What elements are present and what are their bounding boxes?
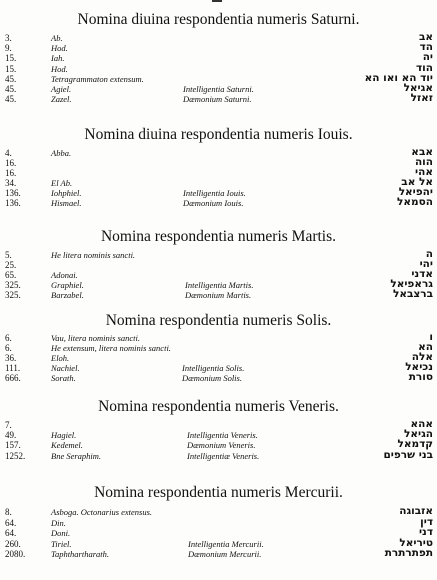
row-hebrew: דין [420,515,433,528]
row-hebrew: אדני [411,268,433,280]
row-number: 36. [5,353,17,363]
row-name: Zazel. [51,94,72,105]
table-row [0,158,437,168]
row-name: Kedemel. [51,440,83,451]
row-note: Intelligentia Mercurii. [188,538,264,549]
row-hebrew: הגיאל [404,428,433,441]
row-name: He extensum, litera nominis sancti. [51,343,171,353]
row-number: 6. [5,343,12,353]
row-hebrew: אל אב [401,176,433,188]
table-row [0,440,437,450]
page-top-mark [212,0,222,2]
row-number: 64. [5,528,17,539]
section-heading: Nomina respondentia numeris Mercurii. [94,484,343,501]
row-number: 325. [5,280,21,290]
row-note: Intelligentia Iouis. [183,188,246,198]
row-name: Bne Seraphim. [51,450,102,461]
row-name: Tetragrammaton extensum. [51,73,144,84]
row-number: 325. [5,290,21,300]
row-name: Hismael. [51,198,82,208]
row-hebrew: גראפיאל [390,278,433,290]
row-hebrew: יהפיאל [398,186,433,198]
row-number: 6. [5,333,12,343]
table-row [0,333,437,343]
row-number: 157. [5,440,21,451]
row-name: Agiel. [51,84,72,94]
row-hebrew: נכיאל [405,361,433,373]
row-name: El Ab. [51,178,73,188]
table-row [0,515,437,528]
section-heading: Nomina respondentia numeris Veneris. [98,398,339,415]
row-number: 45. [5,73,17,84]
row-number: 8. [5,507,12,517]
row-hebrew: ו [429,331,433,343]
row-number: 16. [5,158,17,168]
row-number: 5. [5,250,12,260]
table-row [0,363,437,373]
row-hebrew: אב [418,31,433,43]
row-number: 2080. [5,549,26,560]
row-number: 49. [5,430,17,441]
row-number: 15. [5,63,17,74]
row-hebrew: הסמאל [397,196,433,208]
row-hebrew: דני [418,526,433,539]
table-row [0,290,437,300]
row-name: Iah. [51,53,65,64]
row-number: 65. [5,270,17,280]
row-name: Doni. [51,528,71,539]
row-note: Dæmonium Solis. [182,373,242,383]
row-hebrew: אבא [411,146,433,158]
row-hebrew: אזבוגה [399,505,433,517]
table-row [0,507,437,517]
row-note: Dæmonium Mercurii. [188,549,262,560]
row-name: Adonai. [51,270,78,280]
row-name: Nachiel. [51,363,80,373]
row-hebrew: קדמאל [397,438,433,451]
row-note: Dæmonium Iouis. [183,198,244,208]
row-hebrew: אלה [411,351,433,363]
section-heading: Nomina respondentia numeris Martis. [100,228,337,245]
row-number: 260. [5,538,21,549]
row-number: 136. [5,198,21,208]
row-number: 7. [5,420,12,430]
table-row [0,178,437,188]
table-row [0,71,437,84]
row-number: 15. [5,53,17,64]
row-note: Intelligentiæ Veneris. [187,450,260,461]
table-row [0,373,437,383]
table-row [0,33,437,43]
table-row [0,343,437,353]
row-hebrew: הוד [416,61,433,74]
table-row [0,43,437,53]
section-heading: Nomina diuina respondentia numeris Saturni. [77,11,360,28]
row-note: Dæmonium Veneris. [187,440,256,451]
table-row [0,188,437,198]
table-row [0,94,437,104]
row-name: Eloh. [51,353,70,363]
table-row [0,528,437,538]
row-number: 16. [5,168,17,178]
row-number: 9. [5,43,12,54]
row-name: Hod. [51,43,68,54]
row-name: Ab. [51,33,63,43]
table-row [0,168,437,178]
row-hebrew: אהא [410,418,433,430]
row-hebrew: ברצבאל [393,288,433,300]
row-number: 111. [5,363,21,373]
row-note: Dæmonium Martis. [185,290,252,300]
row-hebrew: הוה [414,156,433,168]
row-number: 1252. [5,450,26,461]
row-name: Asboga. Octonarius extensus. [51,507,153,517]
section-heading: Nomina diuina respondentia numeris Iouis. [84,126,353,143]
row-number: 666. [5,373,21,383]
row-hebrew: תפתרתרת [384,547,433,560]
table-row [0,430,437,440]
row-number: 4. [5,148,12,158]
row-note: Dæmonium Saturni. [183,94,252,105]
row-name: Vau, litera nominis sancti. [51,333,141,343]
row-number: 45. [5,94,17,105]
table-row [0,280,437,290]
row-hebrew: טיריאל [399,536,433,549]
row-hebrew: יוד הא ואו הא [364,71,433,84]
row-name: He litera nominis sancti. [51,250,136,260]
row-hebrew: הא [418,341,433,353]
row-note: Intelligentia Saturni. [183,84,254,94]
table-row [0,53,437,63]
row-name: Hagiel. [51,430,77,441]
row-number: 64. [5,517,17,528]
row-hebrew: יהי [419,258,433,270]
table-row [0,448,437,461]
row-hebrew: אגיאל [403,82,433,94]
row-hebrew: הד [419,41,433,54]
row-name: Taphthartharath. [51,549,110,560]
section-heading: Nomina respondentia numeris Solis. [105,312,332,329]
row-number: 34. [5,178,17,188]
row-name: Iohphiel. [51,188,82,198]
row-hebrew: סורת [408,371,433,383]
row-note: Intelligentia Solis. [182,363,245,373]
table-row [0,198,437,208]
row-hebrew: יה [422,51,433,64]
table-row [0,270,437,280]
row-name: Barzabel. [51,290,84,300]
row-hebrew: זאזל [410,92,433,105]
table-row [0,536,437,549]
table-row [0,420,437,430]
table-row [0,353,437,363]
row-name: Abba. [51,148,72,158]
row-name: Graphiel. [51,280,84,290]
row-note: Intelligentia Veneris. [187,430,258,441]
row-name: Hod. [51,63,68,74]
row-hebrew: ה [425,248,433,260]
row-number: 3. [5,33,12,43]
table-row [0,549,437,559]
row-number: 136. [5,188,21,198]
row-number: 45. [5,84,17,94]
row-name: Sorath. [51,373,76,383]
table-row [0,84,437,94]
row-number: 25. [5,260,17,270]
row-hebrew: אהי [415,166,433,178]
table-row [0,148,437,158]
row-name: Din. [51,517,66,528]
table-row [0,260,437,270]
row-note: Intelligentia Martis. [185,280,254,290]
row-name: Tiriel. [51,538,72,549]
row-hebrew: בני שרפים [383,448,433,461]
table-row [0,250,437,260]
